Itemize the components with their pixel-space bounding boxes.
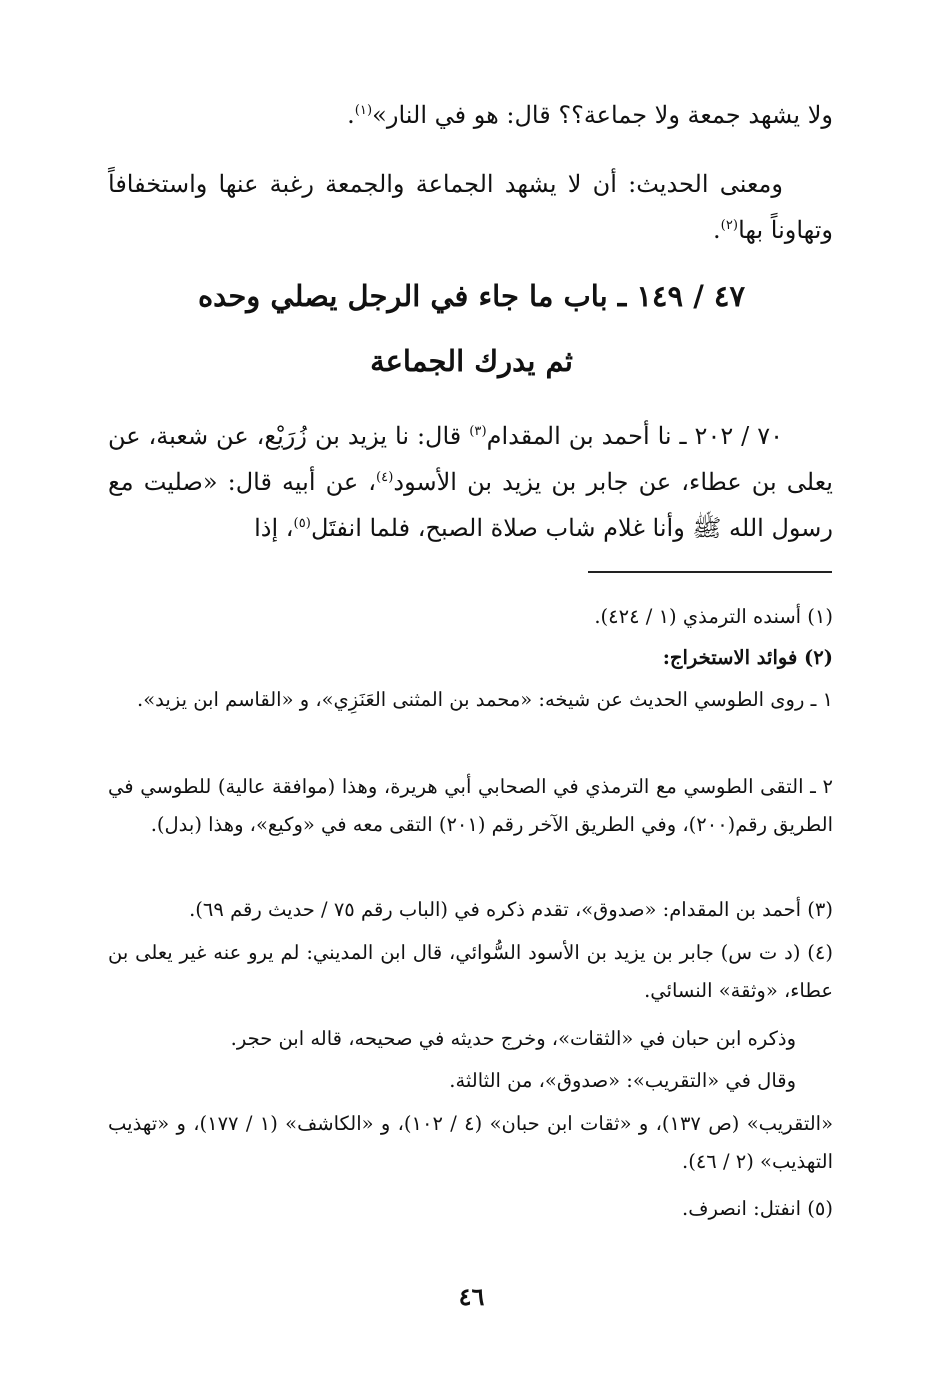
footnote-marker: (٢) xyxy=(720,218,739,233)
hadith-number-and-narrator: ٧٠ / ٢٠٢ ـ نا أحمد بن المقدام xyxy=(486,422,784,450)
body-paragraph-2 xyxy=(108,161,833,253)
footnote-marker: (٤) xyxy=(376,470,394,485)
footnote-4-line-3: وقال في «التقريب»: «صدوق»، من الثالثة. xyxy=(449,1069,796,1092)
hadith-paragraph xyxy=(108,413,833,551)
body-text-end: . xyxy=(347,101,355,129)
footnote-marker: (١) xyxy=(354,103,373,118)
footnote-marker: (٣) xyxy=(469,424,487,439)
footnote-2-item-1: ١ ـ روى الطوسي الحديث عن شيخه: «محمد بن المثنى العَنَزِي»، و «القاسم ابن يزيد». xyxy=(137,688,833,711)
hadith-text-end: ، إذا xyxy=(254,514,294,542)
footnote-separator xyxy=(588,571,832,573)
hadith-chain: قال: نا يزيد بن زُرَيْع، عن شعبة، عن يعلى بن عطاء، عن جابر بن يزيد بن الأسود xyxy=(108,422,833,496)
footnote-2-item-2: ٢ ـ التقى الطوسي مع الترمذي في الصحابي أبي هريرة، وهذا (موافقة عالية) للطوسي في الطريق رقم(٢٠٠)، وفي الطريق الآخر رقم (٢٠١) التقى معه في «وكيع»، وهذا (بدل). xyxy=(108,775,833,836)
body-text: ولا يشهد جمعة ولا جماعة؟؟ قال: هو في النار» xyxy=(372,101,833,129)
chapter-heading-line-1: ٤٧ / ١٤٩ ـ باب ما جاء في الرجل يصلي وحده xyxy=(197,279,746,313)
page-number: ٤٦ xyxy=(458,1282,485,1311)
body-paragraph-1 xyxy=(108,92,833,138)
footnote-2: (٢) فوائد الاستخراج: xyxy=(662,646,833,669)
chapter-heading-line-2: ثم يدرك الجماعة xyxy=(370,344,573,378)
body-text: ومعنى الحديث: أن لا يشهد الجماعة والجمعة رغبة عنها واستخفافاً وتهاوناً بها xyxy=(108,170,833,244)
footnote-4-sources: «التقريب» (ص ١٣٧)، و «ثقات ابن حبان» (٤ / ١٠٢)، و «الكاشف» (١ / ١٧٧)، و «تهذيب التهذيب» (٢ / ٤٦). xyxy=(108,1112,834,1173)
footnote-marker: (٥) xyxy=(293,516,311,531)
footnote-3: (٣) أحمد بن المقدام: «صدوق»، تقدم ذكره في (الباب رقم ٧٥ / حديث رقم ٦٩). xyxy=(189,898,833,921)
footnote-4-line-2: وذكره ابن حبان في «الثقات»، وخرج حديثه في صحيحه، قاله ابن حجر. xyxy=(230,1027,796,1050)
footnote-4: (٤) (د ت س) جابر بن يزيد بن الأسود السُّوائي، قال ابن المديني: لم يرو عنه غير يعلى بن عطاء، «وثقة» النسائي. xyxy=(108,941,833,1002)
body-text-end: . xyxy=(713,216,721,244)
hadith-text: ، عن أبيه قال: «صليت مع رسول الله ﷺ وأنا غلام شاب صلاة الصبح، فلما انفتَل xyxy=(108,468,833,542)
footnote-5: (٥) انفتل: انصرف. xyxy=(682,1197,833,1220)
footnote-1: (١) أسنده الترمذي (١ / ٤٢٤). xyxy=(594,605,833,628)
